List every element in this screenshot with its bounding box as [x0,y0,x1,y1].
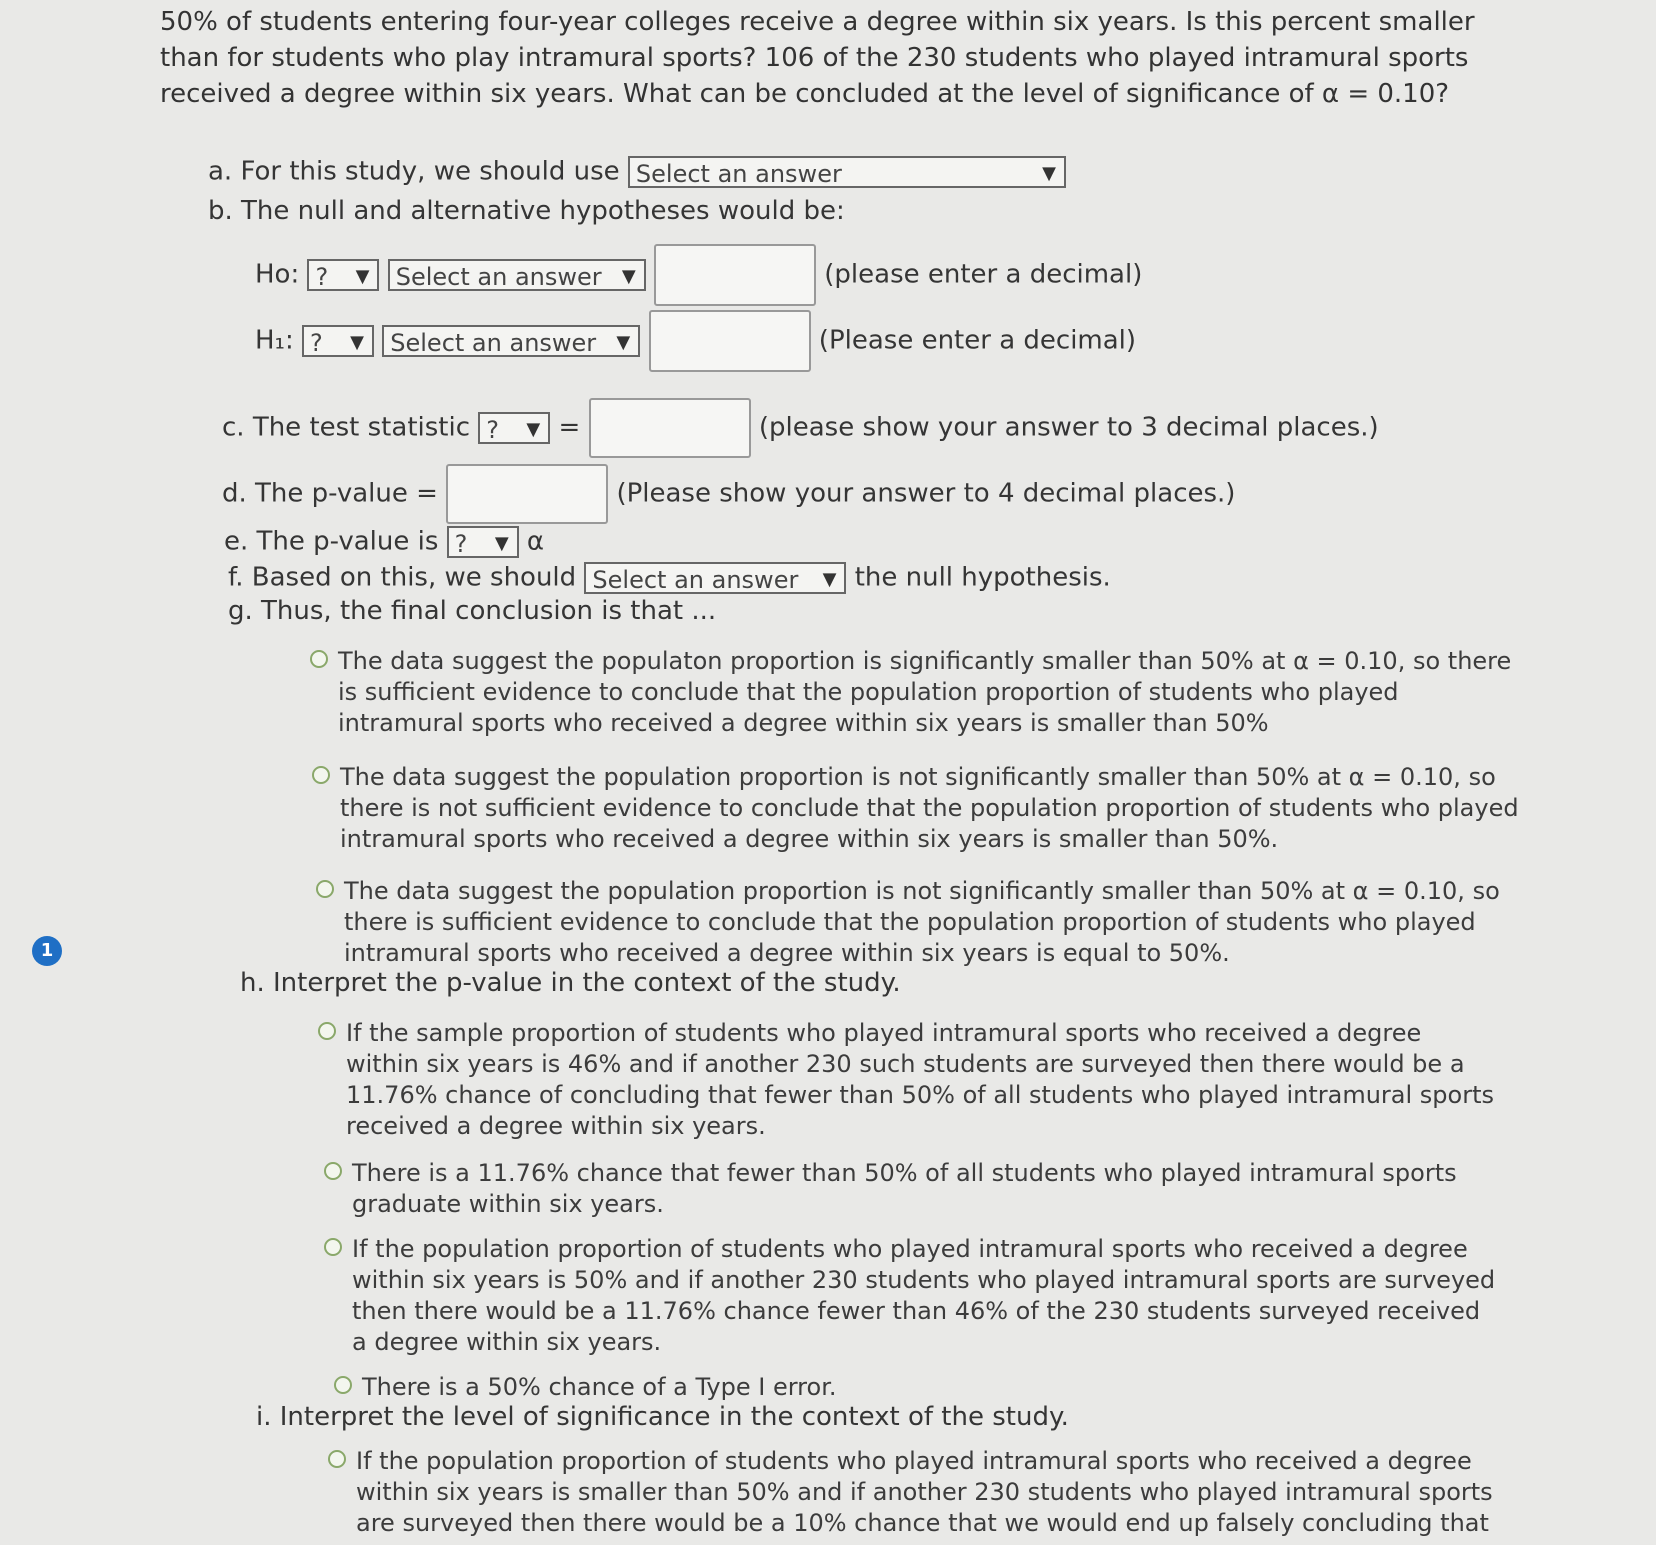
question-number-badge: 1 [32,936,62,966]
h1-label: H₁: [255,325,294,356]
part-a-label: a. For this study, we should use [208,156,620,187]
option-text: There is a 50% chance of a Type I error. [362,1373,837,1401]
h0-parameter-value: ? [315,263,329,291]
part-d [222,464,1235,524]
null-hypothesis-row [255,244,1142,306]
radio-button[interactable] [328,1450,346,1468]
option-text: The data suggest the population proportion is not significantly smaller than 50% at α = 0.10, so there is not sufficient evidence to conclude that the population proportion of students who played intramural sports who received a degree within six years is smaller than 50%. [340,763,1519,853]
chevron-down-icon: ▼ [350,332,364,353]
alternative-hypothesis-row [255,310,1136,372]
h1-operator-select[interactable] [382,325,640,357]
radio-button[interactable] [310,650,328,668]
option-text: If the sample proportion of students who played intramural sports who received a degree within six years is 46% and if another 230 such students are surveyed then there would be a 11.76% chance of concluding that fewer than 50% of all students who played intramural sports received a degree within six years. [346,1019,1495,1140]
part-c [222,398,1379,458]
conclusion-option[interactable] [344,876,1524,969]
radio-button[interactable] [312,766,330,784]
equals-sign: = [558,412,581,443]
interpretation-option[interactable] [346,1018,1496,1142]
interpretation-option[interactable] [352,1234,1502,1358]
h0-label: Ho: [255,259,300,290]
h0-operator-select[interactable] [388,259,646,291]
part-g-label: g. Thus, the final conclusion is that ... [228,596,717,626]
conclusion-option[interactable] [340,762,1520,855]
p-value-comparison-select[interactable] [447,526,519,558]
chevron-down-icon: ▼ [621,266,636,287]
part-e-label: e. The p-value is [224,526,439,557]
radio-button[interactable] [318,1022,336,1040]
conclusion-option[interactable] [338,646,1518,739]
decision-select-value: Select an answer [592,566,799,594]
h1-operator-value: Select an answer [390,329,597,357]
part-c-label: c. The test statistic [222,412,470,443]
radio-button[interactable] [324,1238,342,1256]
chevron-down-icon: ▼ [616,332,631,353]
part-i-label: i. Interpret the level of significance in the context of the study. [256,1402,1069,1432]
option-text: The data suggest the populaton proportion is significantly smaller than 50% at α = 0.10, so there is sufficient evidence to conclude that the population proportion of students who played intramural sports who received a degree within six years is smaller than 50% [338,647,1512,737]
p-value-comparison-value: ? [454,530,468,558]
part-c-hint: (please show your answer to 3 decimal places.) [758,412,1379,443]
radio-button[interactable] [334,1376,352,1394]
radio-button[interactable] [316,880,334,898]
h1-value-input[interactable] [649,310,811,372]
part-b-label: b. The null and alternative hypotheses would be: [208,196,845,226]
alpha-symbol: α [526,526,545,557]
chevron-down-icon: ▼ [822,569,837,590]
chevron-down-icon: ▼ [1042,163,1056,184]
part-e [224,526,544,558]
h0-value-input[interactable] [654,244,816,306]
test-statistic-select-value: ? [486,416,500,444]
part-d-label: d. The p-value = [222,478,438,509]
chevron-down-icon: ▼ [355,266,370,287]
part-f-label: f. Based on this, we should [228,562,577,593]
study-type-select[interactable] [628,156,1066,188]
interpretation-option[interactable] [352,1158,1502,1220]
radio-button[interactable] [324,1162,342,1180]
p-value-input[interactable] [446,464,608,524]
test-statistic-select[interactable] [478,412,550,444]
significance-option[interactable] [356,1446,1506,1539]
h0-hint: (please enter a decimal) [824,259,1143,290]
option-text: If the population proportion of students who played intramural sports who received a degree within six years is 50% and if another 230 students who played intramural sports are surveyed then there would be a 11.76% chance fewer than 46% of the 230 students surveyed received a degree within six years. [352,1235,1496,1356]
part-h-label: h. Interpret the p-value in the context of the study. [240,968,901,998]
option-text: The data suggest the population proportion is not significantly smaller than 50% at α = 0.10, so there is sufficient evidence to conclude that the population proportion of students who played intramural sports who received a degree within six years is equal to 50%. [344,877,1500,967]
h0-parameter-select[interactable] [307,259,379,291]
h1-parameter-value: ? [310,329,323,357]
part-f-suffix: the null hypothesis. [854,562,1111,593]
option-text: If the population proportion of students who played intramural sports who received a degree within six years is smaller than 50% and if another 230 students who played intramural sports are surveyed then there would be a 10% chance that we would end up falsely concluding that [356,1447,1493,1537]
question-text: 50% of students entering four-year colleges receive a degree within six years. Is this percent smaller than for students who play intramural sports? 106 of the 230 students who played intramural sports received a degree within six years. What can be concluded at the level of significance of α = 0.10? [160,7,1475,109]
chevron-down-icon: ▼ [494,533,509,554]
test-statistic-input[interactable] [589,398,751,458]
chevron-down-icon: ▼ [526,419,541,440]
h0-operator-value: Select an answer [395,263,602,291]
interpretation-option[interactable] [362,1372,1512,1403]
h1-hint: (Please enter a decimal) [818,325,1137,356]
study-type-select-value: Select an answer [635,160,842,188]
part-d-hint: (Please show your answer to 4 decimal places.) [616,478,1236,509]
h1-parameter-select[interactable] [302,325,374,357]
option-text: There is a 11.76% chance that fewer than 50% of all students who played intramural sports graduate within six years. [352,1159,1457,1218]
decision-select[interactable] [584,562,846,594]
part-a [208,156,1066,188]
part-f [228,562,1111,594]
